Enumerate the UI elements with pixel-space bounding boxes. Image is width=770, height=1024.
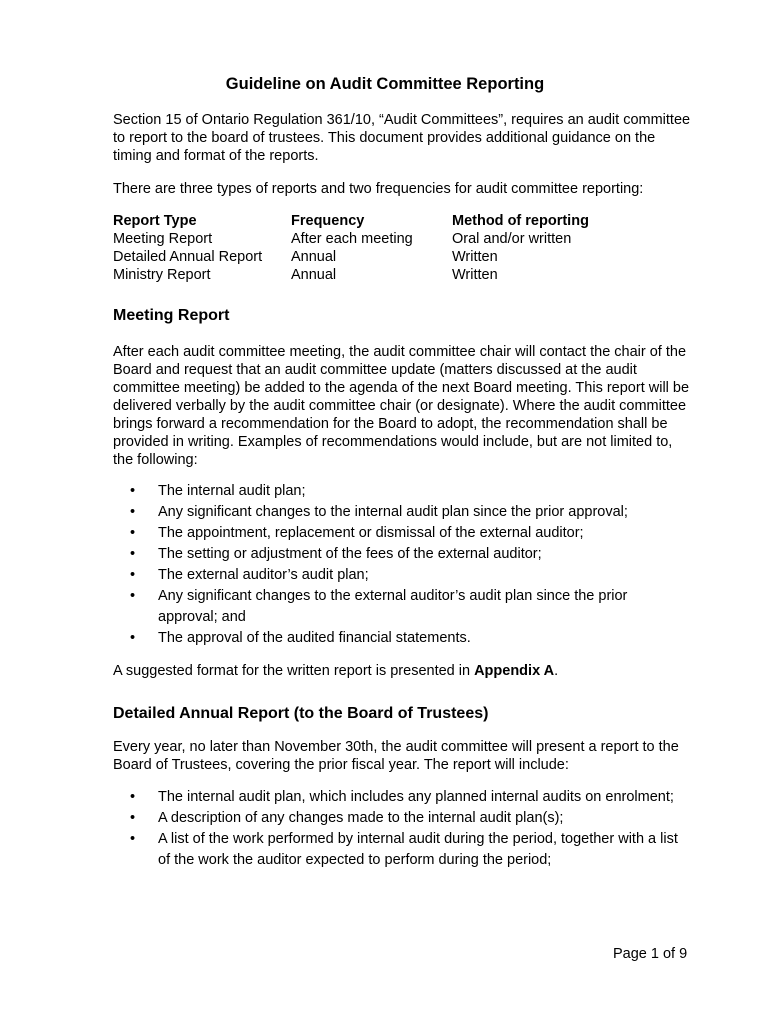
annual-report-heading: Detailed Annual Report (to the Board of Trustees) (113, 705, 489, 722)
meeting-report-paragraph: After each audit committee meeting, the audit committee chair will contact the chair of the Board and request that an audit committee update (matters discussed at the audit committee meeting) be added to the agenda of the next Board meeting. This report will be delivered verbally by the audit committee chair (or designate). Where the audit committee brings forward a recommendation for the Board to adopt, the recommendation shall be provided in writing. Examples of recommendations would include, but are not limited to, the following: (113, 344, 690, 468)
list-item-text: A list of the work performed by internal audit during the period, together with a list of the work the auditor expected to perform during the period; (158, 831, 678, 868)
list-item (113, 565, 683, 586)
bullet-icon: • (130, 810, 136, 826)
format-paragraph (113, 662, 693, 680)
table-header-cell: Report Type (113, 213, 197, 229)
bullet-icon: • (130, 546, 136, 562)
bullet-icon: • (130, 831, 136, 847)
list-item-text: Any significant changes to the internal audit plan since the prior approval; (158, 504, 628, 520)
list-item (113, 787, 683, 808)
table-cell: Annual (291, 249, 337, 265)
table-cell: After each meeting (291, 231, 413, 247)
table-header-cell: Frequency (291, 213, 365, 229)
table-cell: Detailed Annual Report (113, 249, 263, 265)
list-item (113, 523, 683, 544)
types-intro-paragraph: There are three types of reports and two frequencies for audit committee reporting: (113, 181, 644, 197)
list-item (113, 628, 683, 649)
list-item-text: The setting or adjustment of the fees of the external auditor; (158, 546, 542, 562)
page-title: Guideline on Audit Committee Reporting (225, 75, 545, 93)
format-text: A suggested format for the written report is presented in (113, 663, 475, 679)
list-item-text: Any significant changes to the external auditor’s audit plan since the prior approval; and (158, 588, 628, 625)
list-item (113, 502, 683, 523)
annual-report-list (113, 787, 683, 871)
format-suffix: . (554, 663, 559, 679)
bullet-icon: • (130, 588, 136, 604)
annual-report-paragraph: Every year, no later than November 30th, the audit committee will present a report to the Board of Trustees, covering the prior fiscal year. The report will include: (113, 739, 679, 773)
intro-paragraph: Section 15 of Ontario Regulation 361/10, “Audit Committees”, requires an audit committee to report to the board of trustees. This document provides additional guidance on the timing and format of the reports. (113, 112, 691, 164)
bullet-icon: • (130, 525, 136, 541)
list-item (113, 544, 683, 565)
meeting-report-heading: Meeting Report (113, 307, 230, 324)
recommendations-list (113, 481, 683, 649)
table-header-cell: Method of reporting (452, 213, 589, 229)
table-cell: Meeting Report (113, 231, 213, 247)
list-item-text: The internal audit plan; (158, 483, 306, 499)
bullet-icon: • (130, 789, 136, 805)
bullet-icon: • (130, 630, 136, 646)
list-item-text: A description of any changes made to the internal audit plan(s); (158, 810, 564, 826)
table-cell: Oral and/or written (452, 231, 572, 247)
table-cell: Annual (291, 267, 337, 283)
list-item-text: The appointment, replacement or dismissal of the external auditor; (158, 525, 584, 541)
list-item (113, 586, 683, 628)
appendix-reference: Appendix A (474, 663, 555, 679)
bullet-icon: • (130, 483, 136, 499)
list-item (113, 829, 683, 871)
list-item-text: The approval of the audited financial statements. (158, 630, 471, 646)
table-cell: Written (452, 249, 498, 265)
list-item (113, 808, 683, 829)
list-item (113, 481, 683, 502)
bullet-icon: • (130, 504, 136, 520)
page-number: Page 1 of 9 (613, 946, 688, 962)
list-item-text: The internal audit plan, which includes any planned internal audits on enrolment; (158, 789, 674, 805)
table-cell: Written (452, 267, 498, 283)
bullet-icon: • (130, 567, 136, 583)
list-item-text: The external auditor’s audit plan; (158, 567, 369, 583)
table-cell: Ministry Report (113, 267, 211, 283)
